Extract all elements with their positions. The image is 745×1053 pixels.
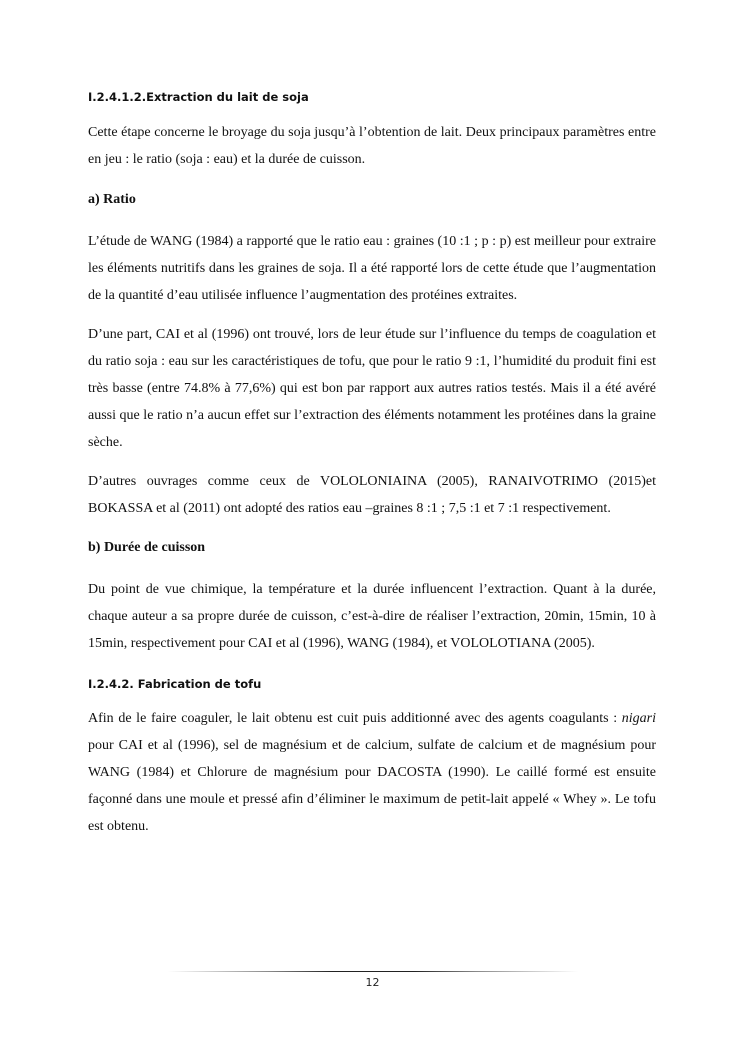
paragraph-tofu-start: Afin de le faire coaguler, le lait obtenu est cuit puis additionné avec des agents coagulants : (88, 711, 622, 726)
footer-divider (168, 971, 578, 972)
paragraph-ratio-others: D’autres ouvrages comme ceux de VOLOLONIAINA (2005), RANAIVOTRIMO (2015)et BOKASSA et al (2011) ont adopté des ratios eau –graines 8 :1 ; 7,5 :1 et 7 :1 respectivement. (88, 474, 656, 516)
paragraph-ratio-wang: L’étude de WANG (1984) a rapporté que le ratio eau : graines (10 :1 ; p : p) est meilleur pour extraire les éléments nutritifs dans les graines de soja. Il a été rapporté lors de cette étude que l’augmentation de la quantité d’eau utilisée influence l’augmentation des protéines extraites. (88, 234, 656, 303)
section-heading-cuisson: b) Durée de cuisson (88, 540, 206, 555)
section-heading-ratio: a) Ratio (88, 192, 136, 207)
paragraph-tofu-end: pour CAI et al (1996), sel de magnésium et de calcium, sulfate de calcium et de magnésium pour WANG (1984) et Chlorure de magnésium pour DACOSTA (1990). Le caillé formé est ensuite façonné dans une moule et pressé afin d’éliminer le maximum de petit-lait appelé « Whey ». Le tofu est obtenu. (88, 738, 656, 834)
paragraph-ratio-cai: D’une part, CAI et al (1996) ont trouvé, lors de leur étude sur l’influence du temps de coagulation et du ratio soja : eau sur les caractéristiques de tofu, que pour le ratio 9 :1, l’humidité du produit fini est très basse (entre 74.8% à 77,6%) qui est bon par rapport aux autres ratios testés. Mais il a été avéré aussi que le ratio n’a aucun effet sur l’extraction des éléments notamment les protéines dans la graine sèche. (88, 327, 656, 450)
section-heading-extraction: I.2.4.1.2.Extraction du lait de soja (88, 90, 309, 104)
paragraph-tofu (88, 705, 656, 840)
document-body (88, 88, 656, 840)
nigari-term: nigari (621, 711, 656, 726)
section-heading-tofu: I.2.4.2. Fabrication de tofu (88, 677, 262, 691)
paragraph-cuisson: Du point de vue chimique, la température et la durée influencent l’extraction. Quant à la durée, chaque auteur a sa propre durée de cuisson, c’est-à-dire de réaliser l’extraction, 20min, 15min, 10 à 15min, respectivement pour CAI et al (1996), WANG (1984), et VOLOLOTIANA (2005). (88, 582, 656, 651)
paragraph-extraction: Cette étape concerne le broyage du soja jusqu’à l’obtention de lait. Deux principaux paramètres entre en jeu : le ratio (soja : eau) et la durée de cuisson. (88, 125, 656, 167)
page-number: 12 (365, 976, 380, 989)
